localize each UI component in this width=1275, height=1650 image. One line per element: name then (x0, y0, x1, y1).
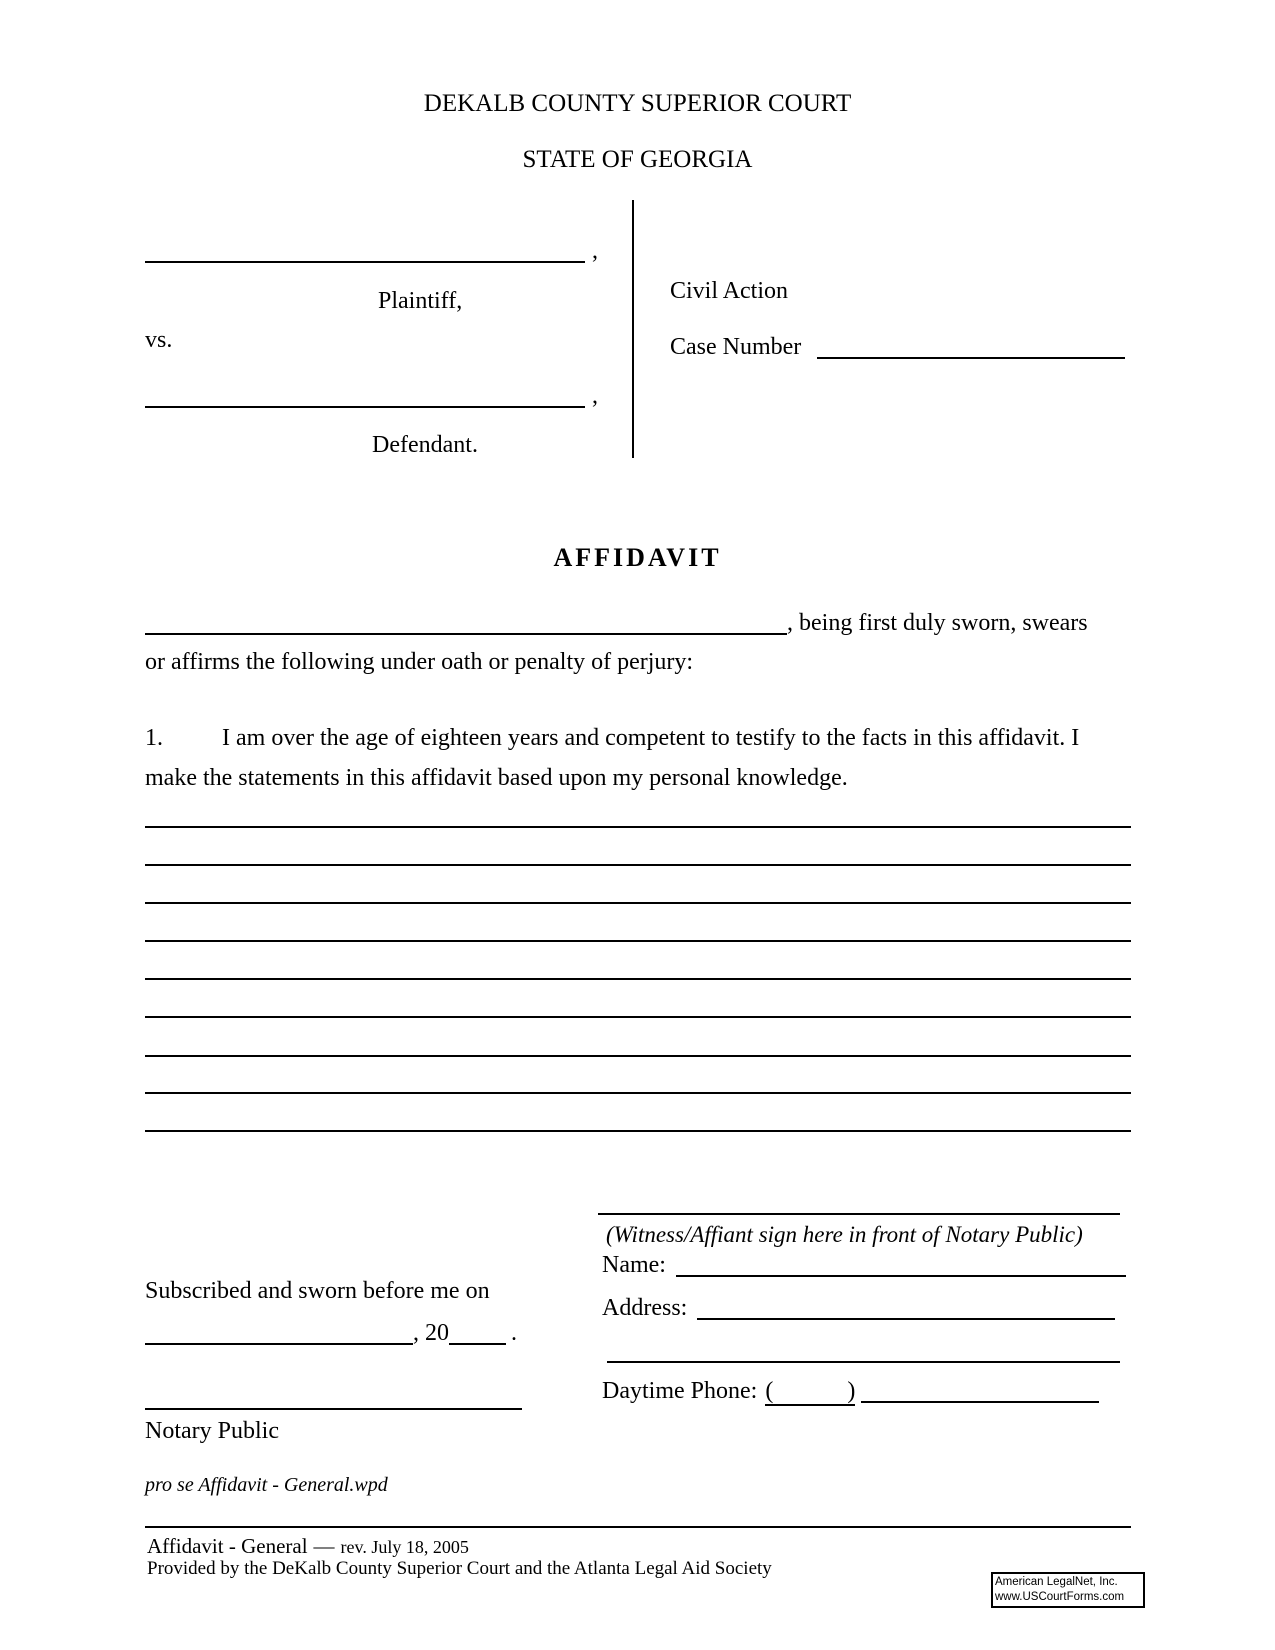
statement-blank-line (145, 1092, 1131, 1094)
phone-close-paren: ) (847, 1378, 856, 1404)
paragraph-1-number: 1. (145, 725, 163, 751)
footer-dash: — (313, 1534, 335, 1558)
defendant-comma: , (592, 383, 598, 409)
affiant-signature-line (598, 1213, 1120, 1215)
footer-provided-by: Provided by the DeKalb County Superior Court and the Atlanta Legal Aid Society (147, 1558, 772, 1579)
phone-number-blank (861, 1401, 1099, 1403)
legalnet-company: American LegalNet, Inc. (995, 1576, 1118, 1588)
statement-blank-line (145, 826, 1131, 828)
notary-date-blank (145, 1343, 413, 1345)
paragraph-1-text: I am over the age of eighteen years and competent to testify to the facts in this affidavit. I (222, 725, 1080, 751)
affiant-name-row (145, 610, 1088, 637)
defendant-name-row (145, 383, 598, 410)
affidavit-title: AFFIDAVIT (553, 543, 722, 572)
case-number-label: Case Number (670, 334, 802, 360)
vs-label: vs. (145, 327, 173, 353)
name-row (602, 1252, 1126, 1279)
state-heading: STATE OF GEORGIA (522, 146, 753, 173)
notary-date-row (145, 1320, 517, 1347)
subscribed-sworn-text: Subscribed and sworn before me on (145, 1278, 490, 1304)
address-continuation-line (607, 1361, 1120, 1363)
defendant-label: Defendant. (372, 432, 478, 458)
footer-rule (145, 1526, 1131, 1528)
statement-blank-line (145, 864, 1131, 866)
sworn-line2-text: or affirms the following under oath or penalty of perjury: (145, 649, 694, 675)
case-number-row (670, 334, 1125, 361)
date-suffix: . (511, 1320, 517, 1346)
statement-blank-line (145, 940, 1131, 942)
address-row (602, 1295, 1115, 1322)
sworn-suffix-text: , being first duly sworn, swears (787, 610, 1088, 636)
statement-blank-line (145, 902, 1131, 904)
statement-blank-line (145, 1055, 1131, 1057)
footer-title-row (147, 1533, 469, 1560)
year-blank (449, 1343, 506, 1345)
date-infix: , 20 (413, 1320, 449, 1346)
affiant-name-blank (145, 633, 787, 635)
case-number-blank (817, 357, 1125, 359)
court-name-heading: DEKALB COUNTY SUPERIOR COURT (423, 90, 852, 117)
footer-doc-title: Affidavit - General (147, 1534, 308, 1558)
plaintiff-label: Plaintiff, (378, 288, 463, 314)
area-code-blank (765, 1378, 855, 1406)
address-label: Address: (602, 1295, 688, 1321)
paragraph-1-line-2: make the statements in this affidavit based upon my personal knowledge. (145, 765, 848, 791)
caption-divider-line (632, 200, 634, 458)
notary-public-label: Notary Public (145, 1418, 279, 1444)
daytime-phone-label: Daytime Phone: (602, 1378, 758, 1404)
address-blank (697, 1318, 1115, 1320)
name-blank (676, 1275, 1126, 1277)
name-label: Name: (602, 1252, 666, 1278)
statement-blank-line (145, 1016, 1131, 1018)
witness-sign-caption: (Witness/Affiant sign here in front of Notary Public) (606, 1222, 1083, 1247)
paragraph-1-line-1 (145, 725, 1079, 752)
notary-signature-line (145, 1408, 522, 1410)
source-file-name: pro se Affidavit - General.wpd (145, 1474, 388, 1496)
statement-blank-line (145, 978, 1131, 980)
plaintiff-comma: , (592, 238, 598, 264)
legalnet-url: www.USCourtForms.com (995, 1591, 1125, 1603)
defendant-name-blank (145, 406, 585, 408)
legalnet-stamp (991, 1572, 1145, 1608)
footer-revision: rev. July 18, 2005 (340, 1537, 469, 1557)
statement-blank-line (145, 1130, 1131, 1132)
phone-open-paren: ( (765, 1378, 774, 1404)
daytime-phone-row (602, 1378, 1099, 1405)
civil-action-label: Civil Action (670, 278, 789, 304)
plaintiff-name-blank (145, 261, 585, 263)
plaintiff-name-row (145, 238, 598, 265)
